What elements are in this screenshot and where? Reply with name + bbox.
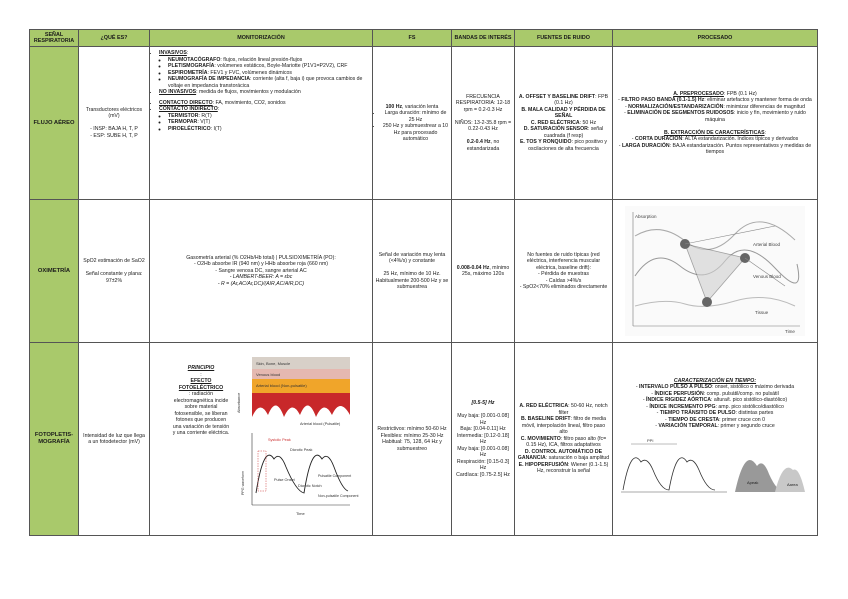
bandas-cell: 0.008-0.04 Hz, mínimo 25s, máximo 120s [452,200,515,343]
monitorizacion-cell: Gasometría arterial (% O2Hb/Hb total) | PULSIOXIMETRÍA (PO): - O2Hb absorbe IR (940 nm) y HHb absorbe roja (660 nm) - Sangre venosa DC, sangre arterial AC - LAMBERT-BEER: A = εbc - R = (Ar,AC/Ar,DC)/(AIR,AC/AIR,DC) [150,200,373,343]
figure-label: Arterial Blood [753,242,781,247]
header-senal: SEÑAL RESPIRATORIA [30,30,79,47]
ruido-cell: No fuentes de ruido típicas (red eléctrica, interferencia muscular eléctrica, baseline drift): - Pérdida de muestras - Caídas >4%/s - SpO2<70% eliminados directamente [515,200,613,343]
summary-table [29,29,818,536]
ppg-figure [234,355,359,523]
header-bandas: BANDAS DE INTERÉS [452,30,515,47]
list-item: ◦ TERMOPAR: V(T) [168,119,370,126]
row-fotopletismografia [30,343,818,536]
list-item: ◦ ESPIROMETRÍA: FEV1 y FVC, volúmenes dinámicos [168,70,370,77]
row-flujo-aereo [30,47,818,200]
svg-text:Apeak: Apeak [747,479,759,485]
svg-text:Aarea: Aarea [787,481,798,487]
header-procesado: PROCESADO [613,30,818,47]
header-ruido: FUENTES DE RUIDO [515,30,613,47]
que-es-cell: SpO2 estimación de SaO2 Señal constante y plana: 97±2% [79,200,150,343]
list-item: ◦ PIROELÉCTRICO: I(T) [168,126,370,133]
svg-text:Skin, Bone, Muscle: Skin, Bone, Muscle [256,361,291,366]
bandas-cell: [0.5-5] Hz Muy baja: [0.001-0.08] Hz Baja: [0.04-0.11] Hz Intermedia: [0.12-0.18] Hz Muy baja: [0.001-0.08] Hz Respiración: [0.15-0.3] Hz Cardíaca: [0.75-2.5] Hz [452,343,515,536]
signal-name: OXIMETRÍA [30,200,79,343]
que-es-line: Transductores eléctricos (mV) [85,106,143,120]
svg-text:Pulse Onset: Pulse Onset [274,478,295,482]
svg-text:Venous blood: Venous blood [256,372,281,377]
figure-label: Time [785,329,795,334]
oximetry-figure [625,206,805,336]
fs-cell: Señal de variación muy lenta (<4%/s) y constante 25 Hz, mínimo de 10 Hz. Habitualmente 200-500 Hz y se submuestrea [373,200,452,343]
svg-text:Dicrotic Notch: Dicrotic Notch [298,484,322,488]
que-es-line: - ESP: SUBE H, T, P [90,132,138,139]
list-item: • NO INVASIVOS: medida de flujos, movimientos y modulación [159,89,370,96]
svg-text:Pulsatile Component: Pulsatile Component [318,474,352,478]
list-item: ◦ TERMISTOR: R(T) [168,113,370,120]
procesado-cell [613,200,818,343]
ppg-features-figure [617,436,813,498]
fs-cell: Restrictivos: mínimo 50-60 Hz Flexibles: mínimo 25-30 Hz Habitual: 75, 128, 64 Hz y submuestreo [373,343,452,536]
row-oximetria [30,200,818,343]
svg-text:PPG waveform: PPG waveform [241,470,245,495]
list-item: • INVASIVOS: ◦ NEUMOTACÓGRAFO: flujos, relación lineal presión-flujos ◦ PLETISMOGRAFÍA: volúmenes estáticos, Boyle-Mariotte (P1V1=P2V2), CRF ◦ ESPIROMETRÍA: FEV1 y FVC, volúmenes dinámicos ◦ NEUMOGRAFÍA DE IMPEDANCIA: corriente (alta f, baja i) que provoca cambios de voltaje en impedancia transtorácica [159,50,370,89]
signal-name: FLUJO AÉREO [30,47,79,200]
signal-name: FOTOPLETIS-MOGRAFÍA [30,343,79,536]
list-item: • Larga duración: mínimo de 25 Hz [382,110,449,123]
procesado-cell: A. PREPROCESADO: FPB (0.1 Hz) - FILTRO PASO BANDA (0.1-1.5) Hz: eliminar artefactos y mantener forma de onda - NORMALIZACIÓN/ESTANDARIZACIÓN: minimizar diferencias de magnitud - ELIMINACIÓN DE SEGMENTOS RUIDOSOS: inicio y fin, movimiento y ruido máquina B. EXTRACCIÓN DE CARACTERÍSTICAS: - CORTA DURACIÓN: ALTA estandarización. Índices típicos y derivados - LARGA DURACIÓN: BAJA estandarización. Puntos representativos y medidas de tiempos [613,47,818,200]
svg-text:Arterial blood (Non-pulsatile): Arterial blood (Non-pulsatile) [256,383,307,388]
header-fs: FS [373,30,452,47]
svg-text:Absorbance: Absorbance [237,392,241,413]
que-es-cell: Intensidad de luz que llega a un fotodetector (mV) [79,343,150,536]
svg-text:Time: Time [296,511,305,516]
monitorizacion-cell [150,47,373,200]
figure-label: Venous Blood [753,274,781,279]
ruido-cell: A. OFFSET Y BASELINE DRIFT: FPB (0.1 Hz) B. MALA CALIDAD Y PÉRDIDA DE SEÑAL C. RED ELÉCTRICA: 50 Hz D. SATURACIÓN SENSOR: señal cuadrada (f resp) E. TOS Y RONQUIDO: pico positivo y oscilaciones de alta frecuencia [515,47,613,200]
header-row [30,30,818,47]
procesado-cell: CARACTERIZACIÓN EN TIEMPO: - INTERVALO PULSO A PULSO: onset, sistólico o máximo derivada - ÍNDICE PERFUSIÓN: comp. pulsátil/comp. no pulsátil - ÍNDICE RIGIDEZ AÓRTICA: altura/t. pico sistólico-diastólico) - ÍNDICE INCREMENTO PPG: amp. pico sistólico/diastólico - TIEMPO TRÁNSITO DE PULSO: distintas partes - TIEMPO DE CRESTA: primer cruce con 0 - VARIACIÓN TEMPORAL: primer y segundo cruce PPI Apeak Aarea [613,343,818,536]
list-item: • 250 Hz y submuestrear a 10 Hz para procesado automático [382,123,449,143]
list-item: ◦ NEUMOGRAFÍA DE IMPEDANCIA: corriente (alta f, baja i) que provoca cambios de voltaje en impedancia transtorácica [168,76,370,89]
svg-text:Non-pulsatile Component: Non-pulsatile Component [318,494,359,498]
list-item: • CONTACTO DIRECTO: FA, movimiento, CO2, sonidos [159,100,370,107]
svg-text:PPI: PPI [647,437,654,443]
list-item: • CONTACTO INDIRECTO: ◦ TERMISTOR: R(T) ◦ TERMOPAR: V(T) ◦ PIROELÉCTRICO: I(T) [159,106,370,132]
figure-label: Absorption [635,214,657,219]
header-monitorizacion: MONITORIZACIÓN [150,30,373,47]
svg-text:Systolic Peak: Systolic Peak [268,438,291,442]
svg-text:Arterial blood (Pulsatile): Arterial blood (Pulsatile) [300,422,341,426]
monitorizacion-cell: PRINCIPIO : EFECTO FOTOELÉCTRICO : radiación electromagnética incide sobre material fotosensible, se liberan fotones que producen una variación de tensión y una corriente eléctrica. Skin, Bone, Muscle Venous blood Arterial blood (Non-pulsatile) Arterial blood (Pulsatile) Absorbance Systolic Peak Dicrotic Peak Pulse Onset Dicrotic Notch Pulsatile Component Non-pulsatile Component Time PPG waveform [150,343,373,536]
bandas-cell: FRECUENCIA RESPIRATORIA: 12-18 rpm = 0.2-0.3 Hz NIÑOS: 13-2-35.8 rpm = 0.22-0.43 Hz 0.2-0.4 Hz, no estandarizada [452,47,515,200]
ruido-cell: A. RED ELÉCTRICA: 50-60 Hz, notch filter B. BASELINE DRIFT: filtro de media móvil, interpolación lineal, filtro paso alto C. MOVIMIENTO: filtro paso alto (fc= 0.15 Hz), ICA, filtros adaptativos D. CONTROL AUTOMÁTICO DE GANANCIA: saturación o baja amplitud E. HIPOPERFUSIÓN: Wiener (0.1-1.5) Hz, reconstruir la señal [515,343,613,536]
que-es-line: - INSP: BAJA H, T, P [90,126,138,133]
svg-text:Dicrotic Peak: Dicrotic Peak [290,448,313,452]
list-item: ◦ NEUMOTACÓGRAFO: flujos, relación lineal presión-flujos [168,57,370,64]
que-es-cell [79,47,150,200]
header-que-es: ¿QUÉ ES? [79,30,150,47]
list-item: ◦ PLETISMOGRAFÍA: volúmenes estáticos, Boyle-Mariotte (P1V1=P2V2), CRF [168,63,370,70]
figure-label: Tissue [755,310,769,315]
fs-cell: 100 Hz, variación lenta • Larga duración: mínimo de 25 Hz • 250 Hz y submuestrear a 10 Hz para procesado automático [373,47,452,200]
